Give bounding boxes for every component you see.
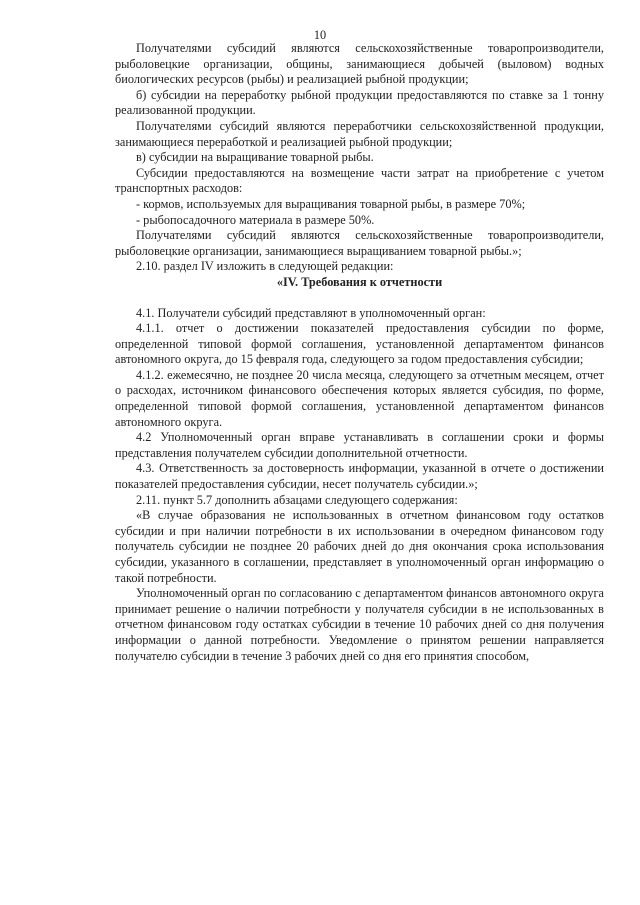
paragraph: 4.1.1. отчет о достижении показателей предоставления субсидии по форме, определенной типовой формой соглашения, установленной департаментом финансов автономного округа, до 15 февраля года, следующего за годом предоставления субсидии;	[115, 321, 604, 367]
paragraph: 4.3. Ответственность за достоверность информации, указанной в отчете о достижении показателей предоставления субсидии, несет получатель субсидии.»;	[115, 461, 604, 492]
paragraph: Уполномоченный орган по согласованию с департаментом финансов автономного округа принимает решение о наличии потребности у получателя субсидии в не использованных в отчетном финансовом году остатках субсидии в течение 10 рабочих дней со дня получения информации о данной потребности. Уведомление о принятом решении направляется получателю субсидии в течение 3 рабочих дней со дня его принятия способом,	[115, 586, 604, 663]
paragraph: 4.1. Получатели субсидий представляют в уполномоченный орган:	[136, 305, 486, 320]
paragraph: в) субсидии на выращивание товарной рыбы.	[136, 150, 374, 165]
list-item: - рыбопосадочного материала в размере 50%.	[136, 212, 375, 227]
paragraph: 4.2 Уполномоченный орган вправе устанавливать в соглашении сроки и формы представления получателем субсидии дополнительной отчетности.	[115, 430, 604, 460]
paragraph: 2.10. раздел IV изложить в следующей редакции:	[136, 259, 394, 274]
paragraph: б) субсидии на переработку рыбной продукции предоставляются по ставке за 1 тонну реализованной продукции.	[115, 87, 604, 118]
paragraph: 4.1.2. ежемесячно, не позднее 20 числа месяца, следующего за отчетным месяцем, отчет о расходах, источником финансового обеспечения которых является субсидия, по форме, определенной типовой формой соглашения, установленной департаментом финансов автономного округа.	[115, 367, 604, 429]
list-item: - кормов, используемых для выращивания товарной рыбы, в размере 70%;	[136, 196, 526, 211]
paragraph: Получателями субсидий являются сельскохозяйственные товаропроизводители, рыболовецкие организации, занимающиеся выращиванием товарной рыбы.»;	[115, 228, 604, 258]
paragraph: Субсидии предоставляются на возмещение части затрат на приобретение с учетом транспортных расходов:	[115, 165, 604, 196]
page-number: 10	[313, 28, 327, 42]
section-heading: «IV. Требования к отчетности	[276, 274, 443, 289]
paragraph: Получателями субсидий являются сельскохозяйственные товаропроизводители, рыболовецкие организации, общины, занимающиеся добычей (выловом) водных биологических ресурсов (рыбы) и реализацией рыбной продукции;	[115, 41, 604, 87]
document-body	[115, 41, 604, 664]
paragraph: Получателями субсидий являются переработчики сельскохозяйственной продукции, занимающиеся переработкой и реализацией рыбной продукции;	[115, 118, 604, 149]
paragraph: «В случае образования не использованных в отчетном финансовом году остатков субсидии и при наличии потребности в их использовании в очередном финансовом году получатель субсидии не позднее 20 рабочих дней до дня окончания срока использования субсидии, указанного в соглашении, представляет в уполномоченный орган информацию о такой потребности.	[115, 508, 604, 585]
paragraph: 2.11. пункт 5.7 дополнить абзацами следующего содержания:	[136, 492, 458, 507]
